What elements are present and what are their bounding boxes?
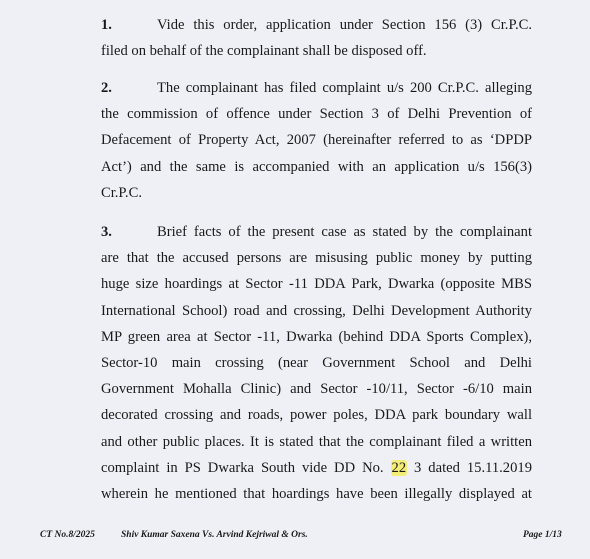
paragraph-1-line-1 bbox=[101, 12, 532, 38]
footer-page-number: Page 1/13 bbox=[523, 530, 562, 540]
paragraph-2-line-2: the commission of offence under Section 3 of Delhi Prevention of bbox=[101, 106, 532, 123]
paragraph-3-line-3: huge size hoardings at Sector -11 DDA Park, Dwarka (opposite MBS bbox=[101, 276, 532, 293]
paragraph-2-number: 2. bbox=[101, 80, 112, 96]
paragraph-3-line-7: Government Mohalla Clinic) and Sector -10/11, Sector -6/10 main bbox=[101, 381, 532, 398]
paragraph-2-line-4: Act’) and the same is accompanied with an application u/s 156(3) bbox=[101, 158, 532, 175]
paragraph-1-line-2: filed on behalf of the complainant shall be disposed off. bbox=[101, 43, 427, 60]
highlighted-dd-number: 22 bbox=[391, 459, 407, 476]
paragraph-2 bbox=[101, 75, 532, 206]
paragraph-2-line-1-text: The complainant has filed complaint u/s 200 Cr.P.C. alleging bbox=[157, 80, 532, 96]
footer-case-title: Shiv Kumar Saxena Vs. Arvind Kejriwal & Ors. bbox=[121, 530, 308, 540]
paragraph-2-line-3: Defacement of Property Act, 2007 (hereinafter referred to as ‘DPDP bbox=[101, 132, 532, 149]
paragraph-3-line-10 bbox=[101, 455, 532, 481]
paragraph-3-number: 3. bbox=[101, 224, 112, 240]
paragraph-2-line-1 bbox=[101, 75, 532, 101]
paragraph-3-line-5: MP green area at Sector -11, Dwarka (behind DDA Sports Complex), bbox=[101, 328, 532, 345]
paragraph-1-line-1-text: Vide this order, application under Section 156 (3) Cr.P.C. bbox=[157, 17, 532, 33]
complaint-text-before: complaint in PS Dwarka South vide DD No. bbox=[101, 459, 391, 476]
paragraph-1-number: 1. bbox=[101, 17, 112, 33]
paragraph-3-line-1 bbox=[101, 219, 532, 245]
paragraph-3-line-2: are that the accused persons are misusing public money by putting bbox=[101, 250, 532, 267]
paragraph-3-line-11: wherein he mentioned that hoardings have been illegally displayed at bbox=[101, 486, 532, 503]
paragraph-2-line-5: Cr.P.C. bbox=[101, 184, 142, 201]
paragraph-3-line-6: Sector-10 main crossing (near Government School and Delhi bbox=[101, 355, 532, 372]
paragraph-3-line-4: International School) road and crossing, Delhi Development Authority bbox=[101, 302, 532, 319]
paragraph-1 bbox=[101, 12, 532, 64]
complaint-text-after: 3 dated 15.11.2019 bbox=[407, 459, 532, 476]
paragraph-3-line-1-text: Brief facts of the present case as stated by the complainant bbox=[157, 224, 532, 240]
paragraph-3-line-8: decorated crossing and roads, power poles, DDA park boundary wall bbox=[101, 407, 532, 424]
paragraph-3-line-9: and other public places. It is stated that the complainant filed a written bbox=[101, 433, 532, 450]
paragraph-3 bbox=[101, 219, 532, 507]
footer-case-number: CT No.8/2025 bbox=[40, 530, 95, 540]
